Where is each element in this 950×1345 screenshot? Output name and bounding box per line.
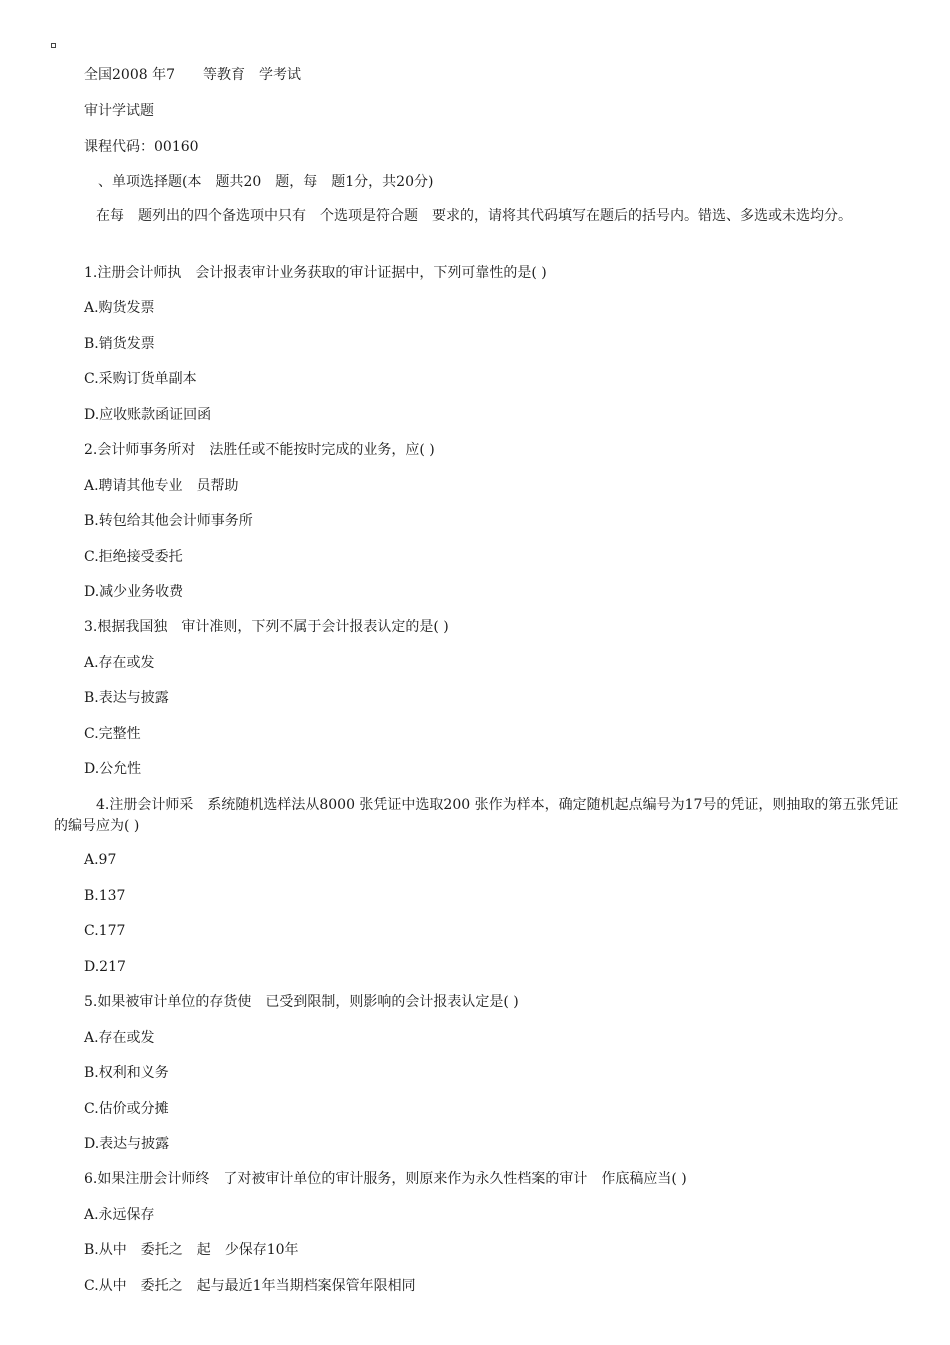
- question-1-option-b: B.销货发票: [84, 336, 155, 352]
- question-2-option-d: D.减少业务收费: [84, 584, 184, 600]
- question-3-option-c: C.完整性: [84, 726, 141, 742]
- course-code: 课程代码：00160: [84, 139, 199, 155]
- question-5-option-d: D.表达与披露: [84, 1136, 170, 1152]
- question-1-stem: 1.注册会计师执 会计报表审计业务获取的审计证据中，下列可靠性的是( ): [84, 265, 547, 281]
- question-2-option-b: B.转包给其他会计师事务所: [84, 513, 253, 529]
- question-5-stem: 5.如果被审计单位的存货使 已受到限制，则影响的会计报表认定是( ): [84, 994, 519, 1010]
- instructions-paragraph: 在每 题列出的四个备选项中只有 个选项是符合题 要求的，请将其代码填写在题后的括号内。错选、多选或未选均分。: [54, 208, 852, 224]
- question-3-option-a: A.存在或发: [84, 655, 155, 671]
- page-corner-marker: [51, 43, 56, 48]
- question-4-option-c: C.177: [84, 923, 126, 939]
- question-1-option-c: C.采购订货单副本: [84, 371, 197, 387]
- question-5-option-c: C.估价或分摊: [84, 1101, 169, 1117]
- question-4-option-a: A.97: [84, 852, 117, 868]
- question-2-stem: 2.会计师事务所对 法胜任或不能按时完成的业务，应( ): [84, 442, 435, 458]
- question-6-option-b: B.从中 委托之 起 少保存10年: [84, 1242, 299, 1258]
- section-heading: 、单项选择题(本 题共20 题，每 题1分，共20分): [84, 174, 434, 190]
- question-6-stem: 6.如果注册会计师终 了对被审计单位的审计服务，则原来作为永久性档案的审计 作底稿应当( ): [84, 1171, 687, 1187]
- exam-title-line: 全国2008 年7 等教育 学考试: [84, 67, 301, 83]
- question-3-stem: 3.根据我国独 审计准则，下列不属于会计报表认定的是( ): [84, 619, 449, 635]
- subject-title: 审计学试题: [84, 103, 154, 119]
- question-6-option-a: A.永远保存: [84, 1207, 155, 1223]
- question-6-option-c: C.从中 委托之 起与最近1年当期档案保管年限相同: [84, 1278, 416, 1294]
- question-4-option-b: B.137: [84, 888, 126, 904]
- question-1-option-a: A.购货发票: [84, 300, 155, 316]
- question-4-stem: 4.注册会计师采 系统随机选样法从8000 张凭证中选取200 张作为样本，确定随机起点编号为17号的凭证，则抽取的第五张凭证的编号应为( ): [54, 797, 899, 834]
- question-5-option-b: B.权利和义务: [84, 1065, 169, 1081]
- question-2-option-a: A.聘请其他专业 员帮助: [84, 478, 239, 494]
- question-5-option-a: A.存在或发: [84, 1030, 155, 1046]
- question-2-option-c: C.拒绝接受委托: [84, 549, 183, 565]
- question-3-option-b: B.表达与披露: [84, 690, 169, 706]
- question-4-option-d: D.217: [84, 959, 126, 975]
- question-3-option-d: D.公允性: [84, 761, 142, 777]
- question-1-option-d: D.应收账款函证回函: [84, 407, 212, 423]
